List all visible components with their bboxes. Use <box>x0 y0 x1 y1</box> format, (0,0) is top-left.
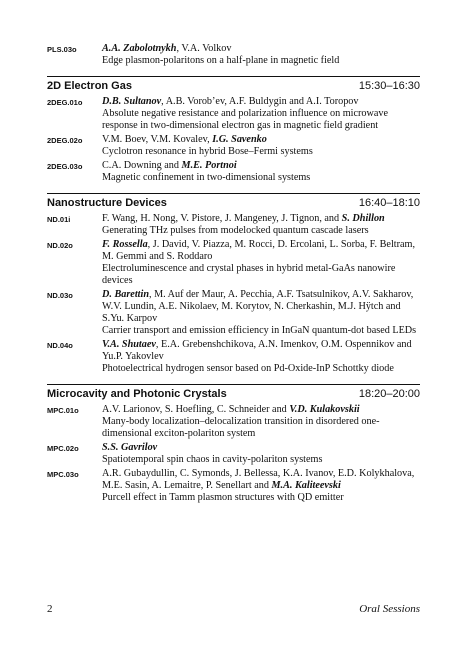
talk-entry <box>47 339 420 375</box>
coauthors: , J. David, V. Piazza, M. Rocci, D. Ercolani, L. Sorba, F. Beltram, M. Gemmi and S. Roddaro <box>102 239 415 262</box>
talk-code: ND.03o <box>47 291 73 300</box>
coauthors: , E.A. Grebenshchikova, A.N. Imenkov, O.M. Ospennikov and Yu.P. Yakovlev <box>102 339 412 362</box>
talk-title: Generating THz pulses from modelocked quantum cascade lasers <box>102 225 369 236</box>
presenting-author: D. Barettin <box>102 289 149 300</box>
talk-body <box>102 134 420 158</box>
talk-entry <box>47 134 420 158</box>
talk-code: ND.04o <box>47 341 73 350</box>
presenting-author: S.S. Gavrilov <box>102 442 158 453</box>
talk-title: Purcell effect in Tamm plasmon structures with QD emitter <box>102 492 344 503</box>
session-header <box>47 76 420 92</box>
coauthors: A.V. Larionov, S. Hoefling, C. Schneider and <box>102 404 290 415</box>
coauthors: A.R. Gubaydullin, C. Symonds, J. Bellessa, K.A. Ivanov, E.D. Kolykhalova, M.E. Sasin, A. Lemaitre, P. Senellart and <box>102 468 415 491</box>
talk-title: Absolute negative resistance and polarization influence on microwave response in two-dimensional electron gas in magnetic field gradient <box>102 108 388 131</box>
coauthors: V.M. Boev, V.M. Kovalev, <box>102 134 213 145</box>
talk-authors <box>102 43 420 55</box>
talk-body <box>102 289 420 337</box>
talk-authors <box>102 339 420 363</box>
session-time: 15:30–16:30 <box>358 80 420 92</box>
session-title: Nanostructure Devices <box>47 197 167 209</box>
program-page <box>47 43 420 506</box>
sessions-container <box>47 76 420 504</box>
talk-code: 2DEG.01o <box>47 98 83 107</box>
talk-entry <box>47 160 420 184</box>
page-footer <box>47 603 420 615</box>
talk-title: Many-body localization–delocalization transition in disordered one-dimensional exciton-polariton system <box>102 416 380 439</box>
talk-entry <box>47 43 420 67</box>
talk-body <box>102 43 420 67</box>
talk-entry <box>47 468 420 504</box>
session-time: 18:20–20:00 <box>358 388 420 400</box>
presenting-author: M.E. Portnoi <box>181 160 237 171</box>
session-title: 2D Electron Gas <box>47 80 132 92</box>
presenting-author: A.A. Zabolotnykh <box>102 43 177 54</box>
talk-body <box>102 160 420 184</box>
session-time: 16:40–18:10 <box>358 197 420 209</box>
talk-authors <box>102 289 420 325</box>
talk-title: Cyclotron resonance in hybrid Bose–Fermi systems <box>102 146 313 157</box>
talk-entry <box>47 289 420 337</box>
talk-title: Spatiotemporal spin chaos in cavity-polariton systems <box>102 454 323 465</box>
talk-code: ND.02o <box>47 241 73 250</box>
session-title: Microcavity and Photonic Crystals <box>47 388 227 400</box>
talk-code: MPC.01o <box>47 406 79 415</box>
talk-code: 2DEG.03o <box>47 162 83 171</box>
talk-body <box>102 96 420 132</box>
presenting-author: I.G. Savenko <box>212 134 267 145</box>
running-title: Oral Sessions <box>359 603 420 615</box>
coauthors: F. Wang, H. Nong, V. Pistore, J. Mangeney, J. Tignon, and <box>102 213 342 224</box>
talk-title: Photoelectrical hydrogen sensor based on Pd-Oxide-InP Schottky diode <box>102 363 394 374</box>
talk-authors <box>102 160 420 172</box>
talk-entry <box>47 404 420 440</box>
talk-authors <box>102 213 420 225</box>
presenting-author: D.B. Sultanov <box>102 96 162 107</box>
talk-body <box>102 468 420 504</box>
talk-authors <box>102 96 420 108</box>
coauthors: , A.B. Vorob’ev, A.F. Buldygin and A.I. Toropov <box>161 96 359 107</box>
coauthors: C.A. Downing and <box>102 160 182 171</box>
talk-entry <box>47 442 420 466</box>
talk-entry <box>47 96 420 132</box>
talk-title: Electroluminescence and crystal phases in hybrid metal-GaAs nanowire devices <box>102 263 396 286</box>
talk-code: 2DEG.02o <box>47 136 83 145</box>
talk-entry <box>47 213 420 237</box>
talk-body <box>102 404 420 440</box>
session-header <box>47 384 420 400</box>
talk-authors <box>102 404 420 416</box>
talk-authors <box>102 134 420 146</box>
talk-title: Edge plasmon-polaritons on a half-plane in magnetic field <box>102 55 340 66</box>
coauthors: , M. Auf der Maur, A. Pecchia, A.F. Tsatsulnikov, A.V. Sakharov, W.V. Lundin, A.E. Nikolaev, M. Korytov, N. Cherkashin, M.J. Hÿtch and S.Yu. Karpov <box>102 289 414 324</box>
talk-code: ND.01i <box>47 215 71 224</box>
talk-body <box>102 213 420 237</box>
coauthors: , V.A. Volkov <box>176 43 232 54</box>
talk-authors <box>102 468 420 492</box>
page-number: 2 <box>47 603 53 615</box>
talk-body <box>102 239 420 287</box>
presenting-author: F. Rossella <box>102 239 148 250</box>
presenting-author: M.A. Kaliteevski <box>271 480 341 491</box>
presenting-author: V.A. Shutaev <box>102 339 156 350</box>
talk-title: Magnetic confinement in two-dimensional systems <box>102 172 311 183</box>
talk-authors <box>102 239 420 263</box>
talk-title: Carrier transport and emission efficiency in InGaN quantum-dot based LEDs <box>102 325 417 336</box>
talk-body <box>102 339 420 375</box>
talk-code: MPC.02o <box>47 444 79 453</box>
presenting-author: S. Dhillon <box>341 213 385 224</box>
session-header <box>47 193 420 209</box>
talk-entry <box>47 239 420 287</box>
presenting-author: V.D. Kulakovskii <box>289 404 360 415</box>
talk-authors <box>102 442 420 454</box>
talk-code: MPC.03o <box>47 470 79 479</box>
talk-code: PLS.03o <box>47 45 77 54</box>
talk-body <box>102 442 420 466</box>
